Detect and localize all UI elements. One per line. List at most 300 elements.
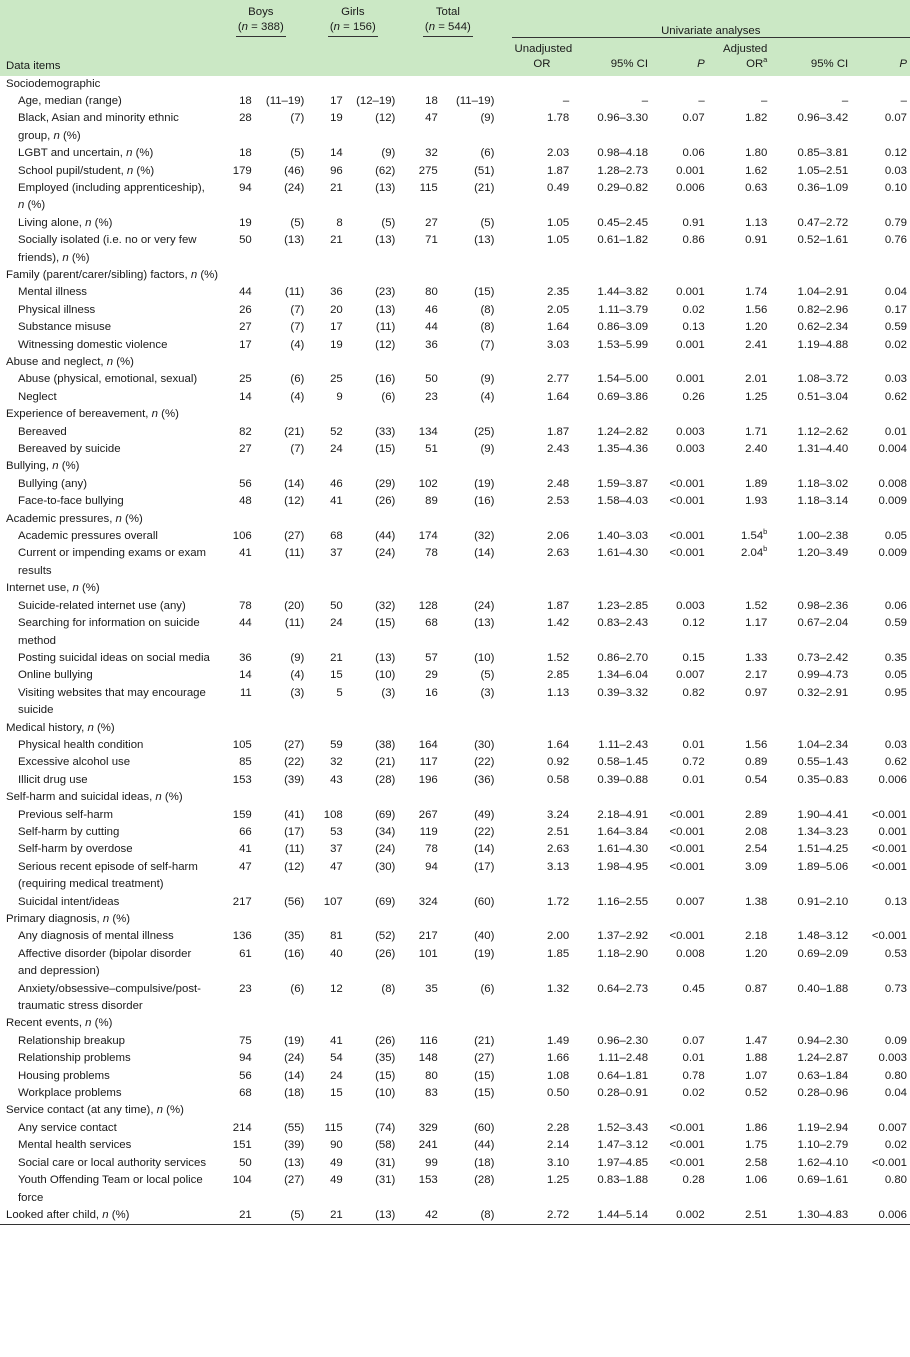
unadjusted-or: 1.08 <box>547 1069 570 1082</box>
total-pct: (13) <box>474 234 495 247</box>
header-adjusted-sup: a <box>763 54 768 64</box>
gap-cell <box>497 1033 511 1050</box>
boys-pct: (11) <box>284 286 305 299</box>
gap-cell <box>497 337 511 354</box>
boys-pct: (11–19) <box>265 94 305 107</box>
total-pct: (40) <box>474 930 495 943</box>
section-row <box>0 580 910 597</box>
gap-cell <box>497 685 511 720</box>
adjusted-or: 2.04$^b$ <box>741 544 768 560</box>
girls-n: 49 <box>330 1156 343 1169</box>
total-pct: (49) <box>474 808 495 821</box>
header-row-groups <box>0 0 910 37</box>
adjusted-p: 0.62 <box>884 390 907 403</box>
girls-n: 41 <box>330 495 343 508</box>
total-n: 116 <box>419 1034 438 1047</box>
girls-n: 36 <box>330 286 343 299</box>
boys-pct: (27) <box>284 530 305 543</box>
boys-n: 27 <box>239 321 252 334</box>
unadjusted-ci: 1.40–3.03 <box>597 530 649 543</box>
total-pct: (24) <box>474 599 495 612</box>
row-label: Visiting websites that may encourage suicide <box>18 686 206 717</box>
adjusted-or: 2.08 <box>745 825 768 838</box>
total-pct: (9) <box>480 443 495 456</box>
adjusted-p: 0.03 <box>884 164 907 177</box>
boys-pct: (17) <box>284 825 305 838</box>
boys-pct: (12) <box>284 860 305 873</box>
girls-n: 37 <box>330 843 343 856</box>
table-row <box>0 215 910 232</box>
unadjusted-or: 2.63 <box>547 843 570 856</box>
unadjusted-p: <0.001 <box>669 495 705 508</box>
total-n: 128 <box>418 599 438 612</box>
unadjusted-or: – <box>562 94 570 107</box>
unadjusted-or: 0.58 <box>547 773 570 786</box>
girls-pct: (5) <box>381 216 396 229</box>
boys-n: 27 <box>239 443 252 456</box>
adjusted-or: 0.52 <box>745 1087 768 1100</box>
adjusted-ci: 0.73–2.42 <box>797 651 849 664</box>
table-row <box>0 528 910 545</box>
total-pct: (22) <box>474 756 495 769</box>
unadjusted-ci: 0.98–4.18 <box>597 147 649 160</box>
row-label: Current or impending exams or exam results <box>18 547 207 577</box>
total-n: 241 <box>418 1139 438 1152</box>
header-unadjusted-label: Unadjusted <box>514 42 573 55</box>
unadjusted-p: 0.001 <box>676 164 705 177</box>
unadjusted-p: 0.008 <box>676 947 705 960</box>
adjusted-ci: 1.19–4.88 <box>797 338 849 351</box>
total-n: 78 <box>425 547 438 560</box>
table-row <box>0 545 910 580</box>
adjusted-ci: 0.36–1.09 <box>797 181 849 194</box>
section-label: Academic pressures, n (%) <box>6 512 143 525</box>
girls-pct: (69) <box>375 895 396 908</box>
gap-cell <box>497 371 511 388</box>
girls-pct: (69) <box>375 808 396 821</box>
unadjusted-ci: 0.61–1.82 <box>597 234 649 247</box>
adjusted-p: 0.95 <box>884 686 907 699</box>
gap-cell <box>497 163 511 180</box>
boys-n: 61 <box>239 947 252 960</box>
boys-pct: (4) <box>290 390 305 403</box>
adjusted-ci: 1.00–2.38 <box>797 530 849 543</box>
unadjusted-or: 1.64 <box>547 738 570 751</box>
unadjusted-ci: 1.97–4.85 <box>597 1156 649 1169</box>
adjusted-or: 1.62 <box>745 164 768 177</box>
row-label: Social care or local authority services <box>18 1156 207 1169</box>
total-pct: (19) <box>474 947 495 960</box>
boys-pct: (5) <box>290 216 305 229</box>
girls-pct: (15) <box>375 443 396 456</box>
boys-n: 41 <box>239 843 252 856</box>
total-pct: (8) <box>480 321 495 334</box>
total-pct: (8) <box>480 303 495 316</box>
total-n: 101 <box>418 947 438 960</box>
adjusted-p: 0.006 <box>878 773 907 786</box>
unadjusted-or: 1.42 <box>547 617 570 630</box>
girls-pct: (38) <box>375 738 396 751</box>
row-label: Relationship problems <box>18 1052 131 1065</box>
total-n: 71 <box>425 234 438 247</box>
table-row <box>0 145 910 162</box>
gap-cell <box>497 528 511 545</box>
boys-pct: (13) <box>284 234 305 247</box>
total-n: 16 <box>425 686 438 699</box>
section-label: Primary diagnosis, n (%) <box>6 913 131 925</box>
total-pct: (44) <box>474 1139 495 1152</box>
total-pct: (16) <box>474 495 495 508</box>
unadjusted-or: 2.28 <box>547 1121 570 1134</box>
boys-pct: (11) <box>284 617 305 630</box>
total-pct: (27) <box>474 1052 495 1065</box>
unadjusted-ci: 0.64–2.73 <box>597 982 649 995</box>
girls-pct: (9) <box>381 147 396 160</box>
adjusted-or: 1.47 <box>745 1034 768 1047</box>
boys-pct: (9) <box>290 651 305 664</box>
adjusted-p: 0.80 <box>884 1069 907 1082</box>
gap-cell <box>497 180 511 215</box>
row-label: Suicide-related internet use (any) <box>18 599 186 612</box>
row-label: Mental illness <box>18 286 88 299</box>
boys-n: 25 <box>239 373 252 386</box>
header-adjusted-or-label <box>711 54 768 72</box>
table-row <box>0 928 910 945</box>
gap-cell <box>497 737 511 754</box>
gap-cell <box>497 145 511 162</box>
table-row <box>0 894 910 911</box>
boys-pct: (11) <box>284 547 305 560</box>
section-row <box>0 76 910 93</box>
total-n: 36 <box>425 338 438 351</box>
gap-cell <box>497 650 511 667</box>
unadjusted-or: 1.64 <box>547 321 570 334</box>
table-row <box>0 319 910 336</box>
section-label: Abuse and neglect, n (%) <box>6 356 134 368</box>
total-pct: (21) <box>474 1034 495 1047</box>
unadjusted-p: 0.06 <box>682 147 705 160</box>
adjusted-or: 1.25 <box>745 390 768 403</box>
unadjusted-ci: 1.35–4.36 <box>597 443 649 456</box>
unadjusted-or: 1.66 <box>547 1052 570 1065</box>
girls-n: 24 <box>330 617 343 630</box>
table-row <box>0 441 910 458</box>
table-row <box>0 389 910 406</box>
girls-pct: (74) <box>375 1121 396 1134</box>
header-gap2 <box>497 37 511 76</box>
gap-cell <box>497 389 511 406</box>
boys-n: 214 <box>232 1121 252 1134</box>
adjusted-or: 1.56 <box>745 738 768 751</box>
row-label: Face-to-face bullying <box>18 495 124 508</box>
adjusted-ci: 1.48–3.12 <box>797 930 849 943</box>
girls-n: 37 <box>330 547 343 560</box>
row-label: Looked after child, n (%) <box>0 1207 214 1225</box>
unadjusted-p: 0.007 <box>676 895 705 908</box>
girls-pct: (21) <box>375 756 396 769</box>
unadjusted-p: 0.45 <box>682 982 705 995</box>
adjusted-or: 1.38 <box>745 895 768 908</box>
unadjusted-p: <0.001 <box>669 860 705 873</box>
header-p <box>651 37 708 76</box>
girls-n: 49 <box>330 1174 343 1187</box>
unadjusted-or: 2.06 <box>547 530 570 543</box>
gap-cell <box>497 598 511 615</box>
adjusted-ci: 0.35–0.83 <box>797 773 849 786</box>
boys-pct: (14) <box>284 1069 305 1082</box>
unadjusted-ci: 1.44–3.82 <box>597 286 649 299</box>
adjusted-p: <0.001 <box>871 860 907 873</box>
adjusted-ci: 0.69–2.09 <box>797 947 849 960</box>
adjusted-p: 0.05 <box>884 669 907 682</box>
adjusted-or: 1.33 <box>745 651 768 664</box>
total-n: 35 <box>425 982 438 995</box>
adjusted-ci: 1.62–4.10 <box>797 1156 849 1169</box>
total-pct: (5) <box>480 216 495 229</box>
total-n: 32 <box>425 147 438 160</box>
boys-pct: (35) <box>284 930 305 943</box>
table-row <box>0 371 910 388</box>
unadjusted-or: 3.13 <box>547 860 570 873</box>
total-n: 164 <box>418 738 438 751</box>
unadjusted-p: 0.86 <box>682 234 705 247</box>
boys-n: 217 <box>232 895 252 908</box>
header-boys-label: Boys <box>248 6 274 18</box>
unadjusted-ci: 0.45–2.45 <box>597 216 649 229</box>
total-pct: (22) <box>474 825 495 838</box>
boys-n: 41 <box>239 547 252 560</box>
boys-pct: (4) <box>290 338 305 351</box>
adjusted-or: 2.54 <box>745 843 768 856</box>
unadjusted-ci: 1.64–3.84 <box>597 825 649 838</box>
section-row <box>0 458 910 475</box>
unadjusted-p: 0.006 <box>676 181 705 194</box>
unadjusted-or: 1.87 <box>547 599 570 612</box>
gap-cell <box>497 1155 511 1172</box>
boys-n: 50 <box>239 1156 252 1169</box>
header-row-sub <box>0 37 910 76</box>
unadjusted-p: <0.001 <box>669 808 705 821</box>
row-label: Searching for information on suicide method <box>18 617 200 647</box>
boys-n: 68 <box>239 1087 252 1100</box>
unadjusted-ci: 1.59–3.87 <box>597 477 649 490</box>
adjusted-ci: – <box>841 94 849 107</box>
header-total-n: (n = 544) <box>423 20 473 37</box>
total-n: 196 <box>418 773 438 786</box>
adjusted-ci: 0.32–2.91 <box>797 686 849 699</box>
unadjusted-ci: 1.28–2.73 <box>597 164 649 177</box>
gap-cell <box>497 807 511 824</box>
row-label: Abuse (physical, emotional, sexual) <box>18 373 198 386</box>
row-label: Bereaved by suicide <box>18 443 121 456</box>
table-row <box>0 1033 910 1050</box>
unadjusted-or: 2.48 <box>547 477 570 490</box>
total-pct: (25) <box>474 425 495 438</box>
boys-pct: (39) <box>284 1139 305 1152</box>
adjusted-p: 0.01 <box>884 425 907 438</box>
adjusted-p: <0.001 <box>871 808 907 821</box>
adjusted-p: <0.001 <box>871 843 907 856</box>
total-pct: (15) <box>474 1087 495 1100</box>
unadjusted-ci: 0.96–3.30 <box>597 112 649 125</box>
girls-n: 96 <box>330 164 343 177</box>
header-boys-n: (n = 388) <box>236 20 286 37</box>
unadjusted-p: <0.001 <box>669 930 705 943</box>
adjusted-ci: 1.18–3.02 <box>797 477 849 490</box>
boys-pct: (13) <box>284 1156 305 1169</box>
adjusted-p: 0.79 <box>884 216 907 229</box>
unadjusted-p: <0.001 <box>669 547 705 560</box>
girls-n: 52 <box>330 425 343 438</box>
adjusted-or: 2.17 <box>745 669 768 682</box>
row-label: Workplace problems <box>18 1087 122 1100</box>
header-blank <box>0 0 214 37</box>
total-n: 119 <box>419 825 438 838</box>
section-label: Sociodemographic <box>6 77 101 90</box>
section-label: Service contact (at any time), n (%) <box>6 1104 184 1117</box>
table-row <box>0 1172 910 1207</box>
unadjusted-ci: 2.18–4.91 <box>597 808 649 821</box>
row-label: Living alone, n (%) <box>18 216 113 229</box>
header-adjusted-or-text: OR <box>746 57 764 70</box>
boys-pct: (7) <box>290 303 305 316</box>
boys-n: 18 <box>239 147 252 160</box>
unadjusted-or: 0.50 <box>547 1087 570 1100</box>
section-label: Medical history, n (%) <box>6 721 115 734</box>
girls-n: 21 <box>330 651 343 664</box>
section-label: Internet use, n (%) <box>6 582 100 595</box>
adjusted-ci: 1.12–2.62 <box>797 425 849 438</box>
header-adjusted-or <box>708 37 771 76</box>
adjusted-p: 0.009 <box>878 495 907 508</box>
unadjusted-p: 0.28 <box>682 1174 705 1187</box>
unadjusted-ci: – <box>641 94 649 107</box>
section-label: Self-harm and suicidal ideas, n (%) <box>6 791 183 804</box>
table-row <box>0 1207 910 1225</box>
section-row <box>0 354 910 371</box>
unadjusted-ci: 1.54–5.00 <box>597 373 649 386</box>
boys-n: 159 <box>232 808 252 821</box>
adjusted-p: 0.07 <box>884 112 907 125</box>
unadjusted-ci: 0.64–1.81 <box>597 1069 649 1082</box>
boys-n: 48 <box>239 495 252 508</box>
row-label: LGBT and uncertain, n (%) <box>18 147 154 160</box>
boys-pct: (24) <box>284 181 305 194</box>
total-n: 80 <box>425 286 438 299</box>
total-n: 217 <box>418 930 438 943</box>
adjusted-or: 0.54 <box>745 773 768 786</box>
unadjusted-p: <0.001 <box>669 825 705 838</box>
boys-pct: (7) <box>290 112 305 125</box>
unadjusted-ci: 0.28–0.91 <box>597 1087 649 1100</box>
unadjusted-or: 2.85 <box>547 669 570 682</box>
section-row <box>0 911 910 928</box>
girls-n: 20 <box>330 303 343 316</box>
boys-n: 104 <box>232 1174 252 1187</box>
adjusted-or: 2.89 <box>745 808 768 821</box>
gap-cell <box>497 110 511 145</box>
row-label: Any diagnosis of mental illness <box>18 930 174 943</box>
header-data-items: Data items <box>6 59 61 72</box>
girls-n: 8 <box>336 216 343 229</box>
adjusted-ci: 0.62–2.34 <box>797 321 849 334</box>
boys-pct: (46) <box>284 164 305 177</box>
total-pct: (15) <box>474 1069 495 1082</box>
header-girls-n: (n = 156) <box>328 20 378 37</box>
girls-n: 12 <box>330 982 343 995</box>
boys-pct: (27) <box>284 738 305 751</box>
total-n: 115 <box>419 181 438 194</box>
adjusted-or: 1.71 <box>745 425 768 438</box>
unadjusted-p: 0.13 <box>682 321 705 334</box>
section-label: Family (parent/carer/sibling) factors, n (%) <box>6 268 219 281</box>
girls-pct: (29) <box>375 477 396 490</box>
unadjusted-ci: 0.29–0.82 <box>597 181 649 194</box>
adjusted-or: 0.63 <box>745 181 768 194</box>
total-n: 153 <box>418 1174 438 1187</box>
total-n: 23 <box>425 390 438 403</box>
adjusted-p: 0.03 <box>884 373 907 386</box>
table-row <box>0 807 910 824</box>
table-row <box>0 737 910 754</box>
boys-n: 50 <box>239 234 252 247</box>
adjusted-ci: 1.31–4.40 <box>797 443 849 456</box>
boys-n: 153 <box>232 773 252 786</box>
total-pct: (51) <box>474 164 495 177</box>
unadjusted-or: 0.92 <box>547 756 570 769</box>
adjusted-ci: 0.47–2.72 <box>797 216 849 229</box>
girls-n: 21 <box>330 234 343 247</box>
unadjusted-ci: 1.44–5.14 <box>572 1207 651 1225</box>
adjusted-p: 0.53 <box>884 947 907 960</box>
girls-pct: (58) <box>375 1139 396 1152</box>
unadjusted-or: 2.51 <box>547 825 570 838</box>
total-pct: (3) <box>480 686 495 699</box>
boys-n: 36 <box>239 651 252 664</box>
adjusted-p: 0.02 <box>884 1139 907 1152</box>
table-row <box>0 1155 910 1172</box>
adjusted-p: 0.09 <box>884 1034 907 1047</box>
unadjusted-ci: 1.24–2.82 <box>597 425 649 438</box>
adjusted-p: 0.06 <box>884 599 907 612</box>
adjusted-or: 1.82 <box>745 112 768 125</box>
boys-pct: (4) <box>290 669 305 682</box>
header-unadjusted-or <box>512 37 573 76</box>
unadjusted-p: – <box>698 94 705 107</box>
total-n: 134 <box>418 425 438 438</box>
adjusted-p: 0.04 <box>884 1087 907 1100</box>
table-row <box>0 302 910 319</box>
unadjusted-ci: 1.37–2.92 <box>597 930 649 943</box>
adjusted-ci: 0.55–1.43 <box>797 756 849 769</box>
total-pct: (14) <box>474 547 495 560</box>
row-label: Bereaved <box>18 425 67 438</box>
total-pct: (32) <box>474 530 495 543</box>
girls-pct: (10) <box>375 669 396 682</box>
girls-pct: (6) <box>381 390 396 403</box>
girls-n: 68 <box>330 530 343 543</box>
header-girls <box>307 0 398 37</box>
section-row <box>0 789 910 806</box>
adjusted-p: 0.13 <box>884 895 907 908</box>
adjusted-or: 0.97 <box>745 686 768 699</box>
unadjusted-p: 0.15 <box>682 651 705 664</box>
unadjusted-or: 3.03 <box>547 338 570 351</box>
unadjusted-or: 1.52 <box>547 651 570 664</box>
unadjusted-or: 2.63 <box>547 547 570 560</box>
table-row <box>0 841 910 858</box>
girls-n: 17 <box>330 94 343 107</box>
